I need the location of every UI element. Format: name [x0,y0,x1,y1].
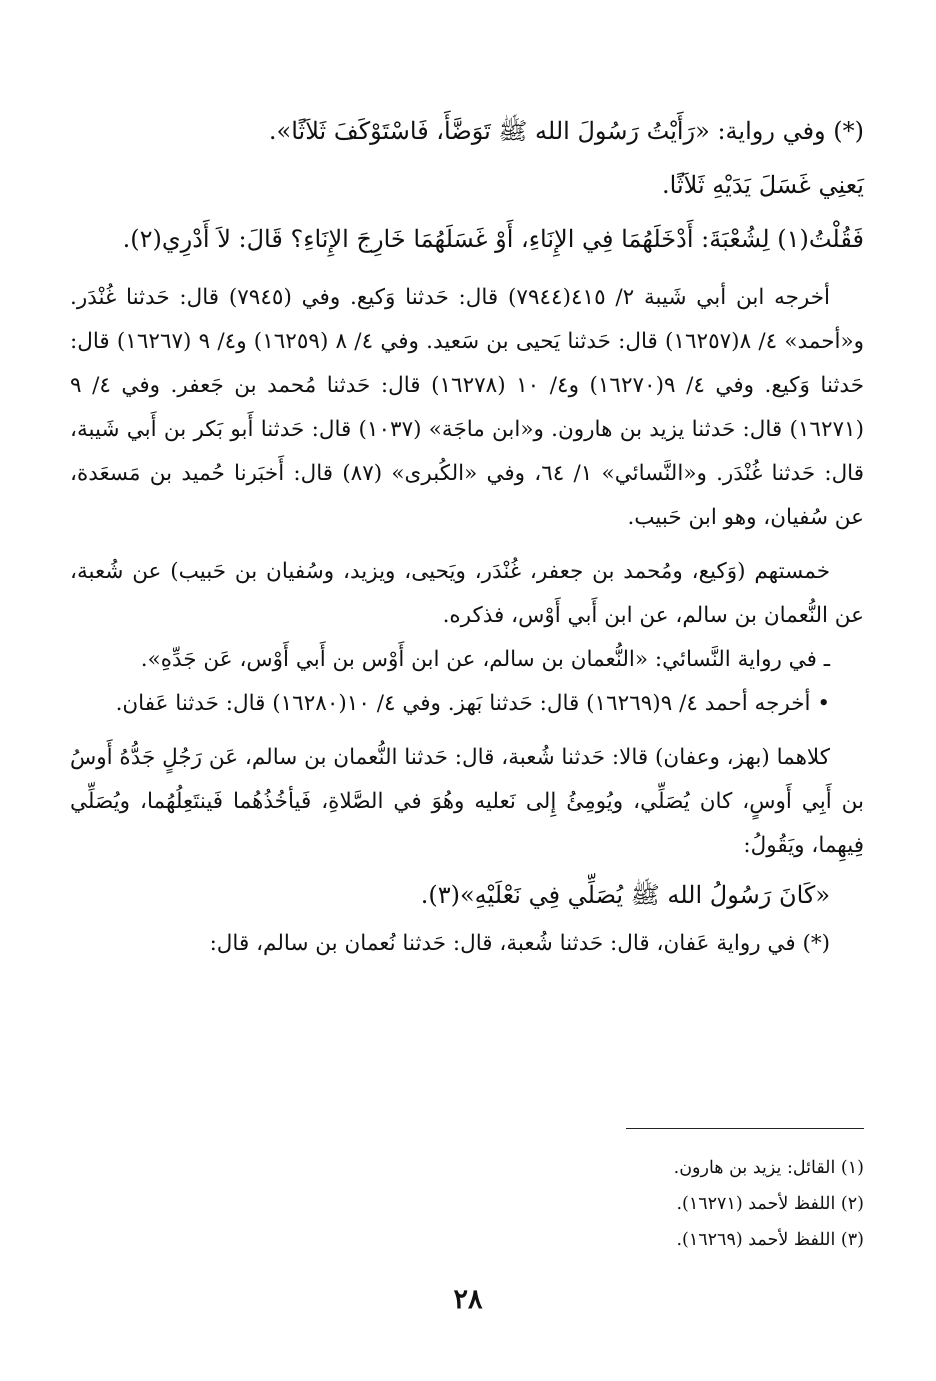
footnote-1: (١) القائل: يزيد بن هارون. [673,1158,864,1178]
affan-narration: (*) في رواية عَفان، قال: حَدثنا شُعبة، قال: حَدثنا نُعمان بن سالم، قال: [209,931,830,956]
nasai-note: ـ في رواية النَّسائي: «النُّعمان بن سالم، عن ابن أَوْس بن أَبي أَوْس، عَن جَدِّهِ». [140,647,830,672]
footnote-3: (٣) اللفظ لأحمد (١٦٢٦٩). [676,1230,864,1250]
main-text [70,104,864,966]
hadith-line-explanation: يَعنِي غَسَلَ يَدَيْهِ ثَلاَثًا. [662,171,864,199]
takhrij-paragraph: أخرجه ابن أبي شَيبة ٢/ ٤١٥(٧٩٤٤) قال: حَدثنا وَكيع. وفي (٧٩٤٥) قال: حَدثنا غُنْدَر. و«أحمد» ٤/ ٨(١٦٢٥٧) قال: حَدثنا يَحيى بن سَعيد. وفي ٤/ ٨ (١٦٢٥٩) و٤/ ٩ (١٦٢٦٧) قال: حَدثنا وَكيع. وفي ٤/ ٩(١٦٢٧٠) و٤/ ١٠ (١٦٢٧٨) قال: حَدثنا مُحمد بن جَعفر. وفي ٤/ ٩ (١٦٢٧١) قال: حَدثنا يزيد بن هارون. و«ابن ماجَة» (١٠٣٧) قال: حَدثنا أَبو بَكر بن أَبي شَيبة، قال: حَدثنا غُنْدَر. و«النَّسائي» ١/ ٦٤، وفي «الكُبرى» (٨٧) قال: أَخبَرنا حُميد بن مَسعَدة، عن سُفيان، وهو ابن حَبيب. [70,285,865,530]
page-number: ٢٨ [453,1284,483,1315]
footnote-2: (٢) اللفظ لأحمد (١٦٢٧١). [676,1194,864,1214]
footnotes [330,1150,864,1258]
isnad-paragraph-2: كلاهما (بهز، وعفان) قالا: حَدثنا شُعبة، قال: حَدثنا النُّعمان بن سالم، عَن رَجُلٍ جَدُّهُ أَوسُ بن أَبِي أَوسٍ، كان يُصَلِّي، ويُومِئُ إِلى نَعليه وهُوَ في الصَّلاةِ، فَيأخُذُهُما فَينتَعِلُهُما، ويُصَلِّي فِيهِما، ويَقُولُ: [70,745,864,858]
footnote-separator [626,1128,864,1129]
hadith-quote: «كَانَ رَسُولُ الله ﷺ يُصَلِّي فِي نَعْلَيْهِ»(٣). [420,881,830,909]
ahmad-takhrij: • أخرجه أحمد ٤/ ٩(١٦٢٦٩) قال: حَدثنا بَهز. وفي ٤/ ١٠(١٦٢٨٠) قال: حَدثنا عَفان. [115,691,830,716]
isnad-paragraph: خمستهم (وَكيع، ومُحمد بن جعفر، غُنْدَر، ويَحيى، ويزيد، وسُفيان بن حَبيب) عن شُعبة، عن النُّعمان بن سالم، عن ابن أَبي أَوْس، فذكره. [70,559,864,628]
hadith-line-narration: (*) وفي رواية: «رَأَيْتُ رَسُولَ الله ﷺ تَوَضَّأَ، فَاسْتَوْكَفَ ثَلاَثًا». [268,117,864,145]
hadith-line-question: فَقُلْتُ(١) لِشُعْبَةَ: أَدْخَلَهُمَا فِي الإِنَاءِ، أَوْ غَسَلَهُمَا خَارِجَ الإِنَاءِ؟ قَالَ: لاَ أَدْرِي(٢). [122,225,864,253]
